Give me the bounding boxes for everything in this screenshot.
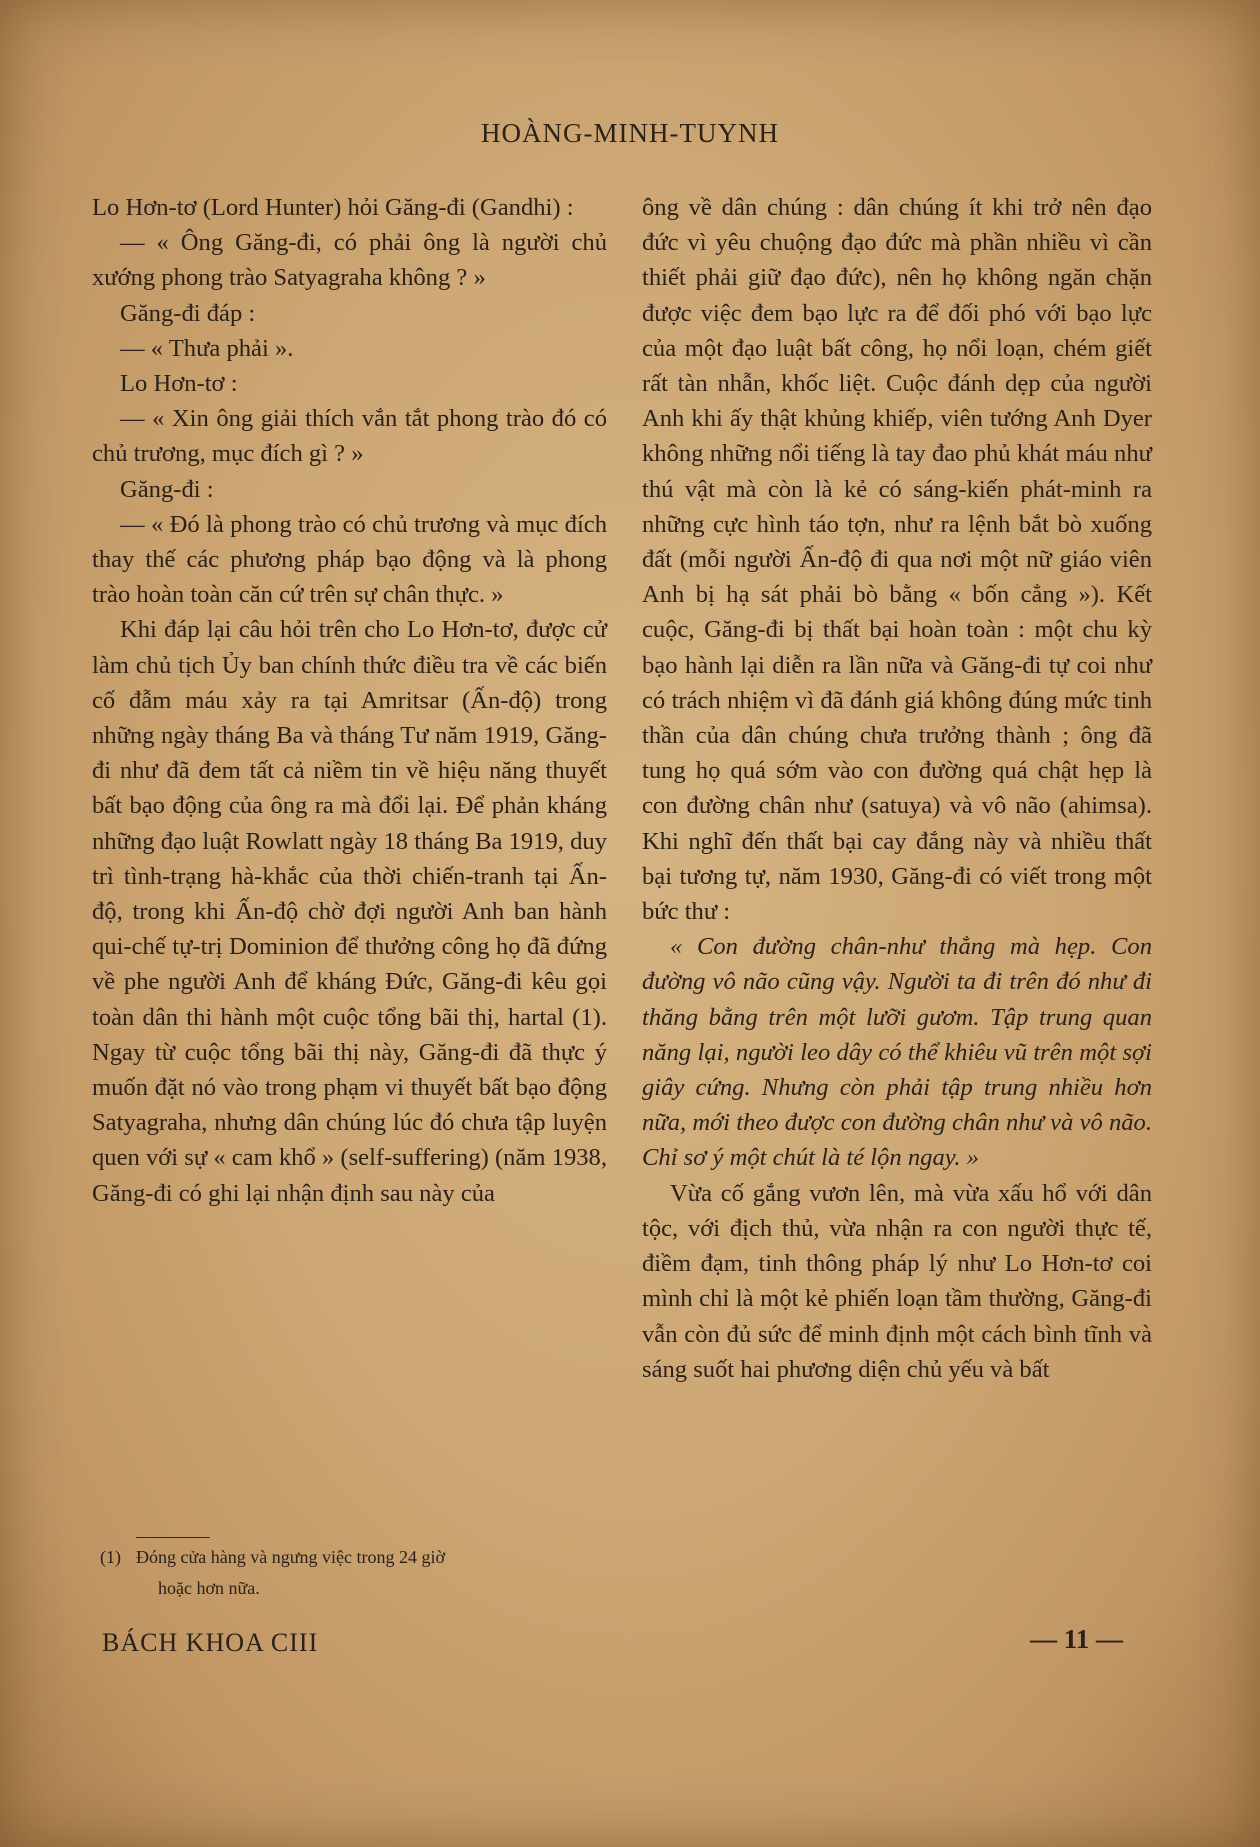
paragraph: ông về dân chúng : dân chúng ít khi trở nên đạo đức vì yêu chuộng đạo đức mà phần nhiều vì cần thiết phải giữ đạo đức), nên họ không ngăn chặn được việc đem bạo lực ra để đối phó với bạo lực của một đạo luật bất công, họ nổi loạn, chém giết rất tàn nhẫn, khốc liệt. Cuộc đánh dẹp của người Anh khi ấy thật khủng khiếp, viên tướng Anh Dyer không những nổi tiếng là tay đao phủ khát máu như thú vật mà còn là kẻ có sáng-kiến phát-minh ra những cực hình táo tợn, như ra lệnh bắt bò xuống đất (mỗi người Ấn-độ đi qua nơi một nữ giáo viên Anh bị hạ sát phải bò bằng « bốn cẳng »). Kết cuộc, Găng-đi bị thất bại hoàn toàn : một chu kỳ bạo hành lại diễn ra lần nữa và Găng-đi tự coi như có trách nhiệm vì đã đánh giá không đúng mức tinh thần của dân chúng chưa trưởng thành ; ông đã tung họ quá sớm vào con đường quá chật hẹp là con đường chân như (satuya) và vô não (ahimsa). Khi nghĩ đến thất bại cay đắng này và nhiều thất bại tương tự, năm 1930, Găng-đi có viết trong một bức thư : [642,194,1152,926]
left-column [92,190,607,1211]
footnote-text-line1: Đóng cửa hàng và ngưng việc trong 24 giờ [136,1547,445,1567]
right-column [642,190,1152,1387]
paragraph: — « Thưa phải ». [120,334,294,362]
paragraph: Lo Hơn-tơ : [120,370,238,398]
page-number: — 11 — [1030,1624,1124,1654]
paragraph: Găng-đi : [120,475,214,503]
footnote-text-line2: hoặc hơn nữa. [158,1578,260,1598]
quoted-letter: « Con đường chân-như thẳng mà hẹp. Con đường vô não cũng vậy. Người ta đi trên đó như đi thăng bằng trên một lưỡi gươm. Tập trung quan năng lại, người leo dây có thể khiêu vũ trên một sợi giây cứng. Nhưng còn phải tập trung nhiều hơn nữa, mới theo được con đường chân như và vô não. Chỉ sơ ý một chút là té lộn ngay. » [642,933,1152,1172]
paragraph: Lo Hơn-tơ (Lord Hunter) hỏi Găng-đi (Gandhi) : [92,194,574,221]
footnote-number: (1) [100,1547,121,1567]
paragraph: — « Đó là phong trào có chủ trương và mục đích thay thế các phương pháp bạo động và là phong trào hoàn toàn căn cứ trên sự chân thực. » [92,510,607,609]
paragraph: — « Ông Găng-đi, có phải ông là người chủ xướng phong trào Satyagraha không ? » [92,229,607,292]
paragraph: — « Xin ông giải thích vắn tắt phong trào đó có chủ trương, mục đích gì ? » [92,405,607,468]
running-header-author: HOÀNG-MINH-TUYNH [481,118,779,148]
paragraph: Găng-đi đáp : [120,299,256,327]
publication-name: BÁCH KHOA CIII [102,1628,319,1657]
footnote [100,1542,610,1604]
footnote-divider [136,1537,210,1538]
paragraph: Khi đáp lại câu hỏi trên cho Lo Hơn-tơ, được cử làm chủ tịch Ủy ban chính thức điều tra về các biến cố đẫm máu xảy ra tại Amritsar (Ấn-độ) trong những ngày tháng Ba và tháng Tư năm 1919, Găng-đi như đã đem tất cả niềm tin về hiệu năng thuyết bất bạo động của ông ra mà đổi lại. Để phản kháng những đạo luật Rowlatt ngày 18 tháng Ba 1919, duy trì tình-trạng hà-khắc của thời chiến-tranh tại Ấn-độ, trong khi Ấn-độ chờ đợi người Anh ban hành qui-chế tự-trị Dominion để thưởng công họ đã đứng về phe người Anh để kháng Đức, Găng-đi kêu gọi toàn dân thi hành một cuộc tổng bãi thị, hartal (1). Ngay từ cuộc tổng bãi thị này, Găng-đi đã thực ý muốn đặt nó vào trong phạm vi thuyết bất bạo động Satyagraha, nhưng dân chúng lúc đó chưa tập luyện quen với sự « cam khổ » (self-suffering) (năm 1938, Găng-đi có ghi lại nhận định sau này của [92,616,607,1207]
paragraph: Vừa cố gắng vươn lên, mà vừa xấu hổ với dân tộc, với địch thủ, vừa nhận ra con người thực tế, điềm đạm, tinh thông pháp lý như Lo Hơn-tơ coi mình chỉ là một kẻ phiến loạn tầm thường, Găng-đi vẫn còn đủ sức để minh định một cách bình tĩnh và sáng suốt hai phương diện chủ yếu và bất [642,1179,1152,1383]
